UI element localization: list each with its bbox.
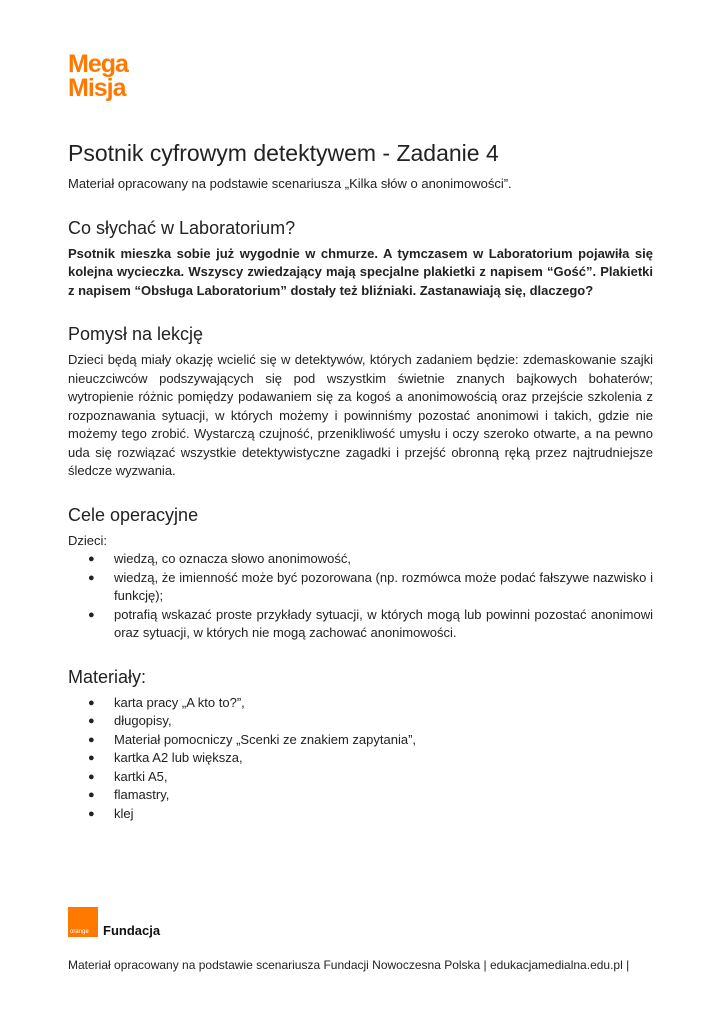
section-materials-heading: Materiały: <box>68 666 147 687</box>
list-item: ● kartka A2 lub większa, <box>114 749 653 768</box>
orange-fundacja-logo <box>68 907 160 937</box>
section-lab-text: Psotnik mieszka sobie już wygodnie w chmurze. A tymczasem w Laboratorium pojawiła się kolejna wycieczka. Wszyscy zwiedzający mają specjalne plakietki z napisem “Gość”. Plakietki z napisem “Obsługa Laboratorium” dostały też bliźniaki. Zastanawiają się, dlaczego? <box>68 245 653 298</box>
list-item: ● długopisy, <box>114 712 653 731</box>
list-item: ● kartki A5, <box>114 768 653 787</box>
section-idea-heading: Pomysł na lekcję <box>68 324 204 344</box>
footer-text: Materiał opracowany na podstawie scenariusza Fundacji Nowoczesna Polska | edukacjamedialna.edu.pl | <box>68 958 630 972</box>
list-item: ● potrafią wskazać proste przykłady sytuacji, w których mogą lub powinni pozostać anonimowi oraz sytuacji, w których nie mogą zachować anonimowości. <box>114 606 653 643</box>
section-goals-intro: Dzieci: <box>68 532 108 548</box>
materials-list <box>68 694 653 824</box>
logo-line1: Mega <box>68 50 128 78</box>
section-lab-heading: Co słychać w Laboratorium? <box>68 217 296 238</box>
list-item: ● karta pracy „A kto to?”, <box>114 694 653 713</box>
list-item: ● flamastry, <box>114 786 653 805</box>
megamisja-logo <box>68 52 128 100</box>
list-item: ● wiedzą, że imienność może być pozorowana (np. rozmówca może podać fałszywe nazwisko i funkcję); <box>114 569 653 606</box>
fundacja-label: Fundacja <box>103 923 161 938</box>
document-body <box>68 140 653 823</box>
section-idea-text: Dzieci będą miały okazję wcielić się w detektywów, których zadaniem będzie: zdemaskowanie szajki nieuczciwców podszywających się pod wszystkim świetnie znanych bajkowych bohaterów; wytropienie różnic pomiędzy podawaniem się za kogoś a anonimowością oraz przejście szkolenia z rozpoznawania sytuacji, w których możemy i powinniśmy pozostać anonimowi i takich, gdzie nie możemy tego zrobić. Wystarczą czujność, przenikliwość umysłu i oczy szeroko otwarte, a na pewno uda się rozwiązać wszystkie detektywistyczne zagadki i przejść obronną ręką przez najtrudniejsze śledcze wyzwania. <box>68 352 653 478</box>
list-item: ● Materiał pomocniczy „Scenki ze znakiem zapytania”, <box>114 731 653 750</box>
orange-logo-label: orange <box>70 929 89 935</box>
subtitle: Materiał opracowany na podstawie scenariusza „Kilka słów o anonimowości”. <box>68 176 512 191</box>
page-title: Psotnik cyfrowym detektywem - Zadanie 4 <box>68 140 499 166</box>
list-item: ● wiedzą, co oznacza słowo anonimowość, <box>114 550 653 569</box>
section-goals-heading: Cele operacyjne <box>68 504 199 525</box>
goals-list <box>68 550 653 643</box>
logo-line2: Misja <box>68 74 126 102</box>
orange-logo-icon <box>68 907 98 937</box>
list-item: ● klej <box>114 805 653 824</box>
